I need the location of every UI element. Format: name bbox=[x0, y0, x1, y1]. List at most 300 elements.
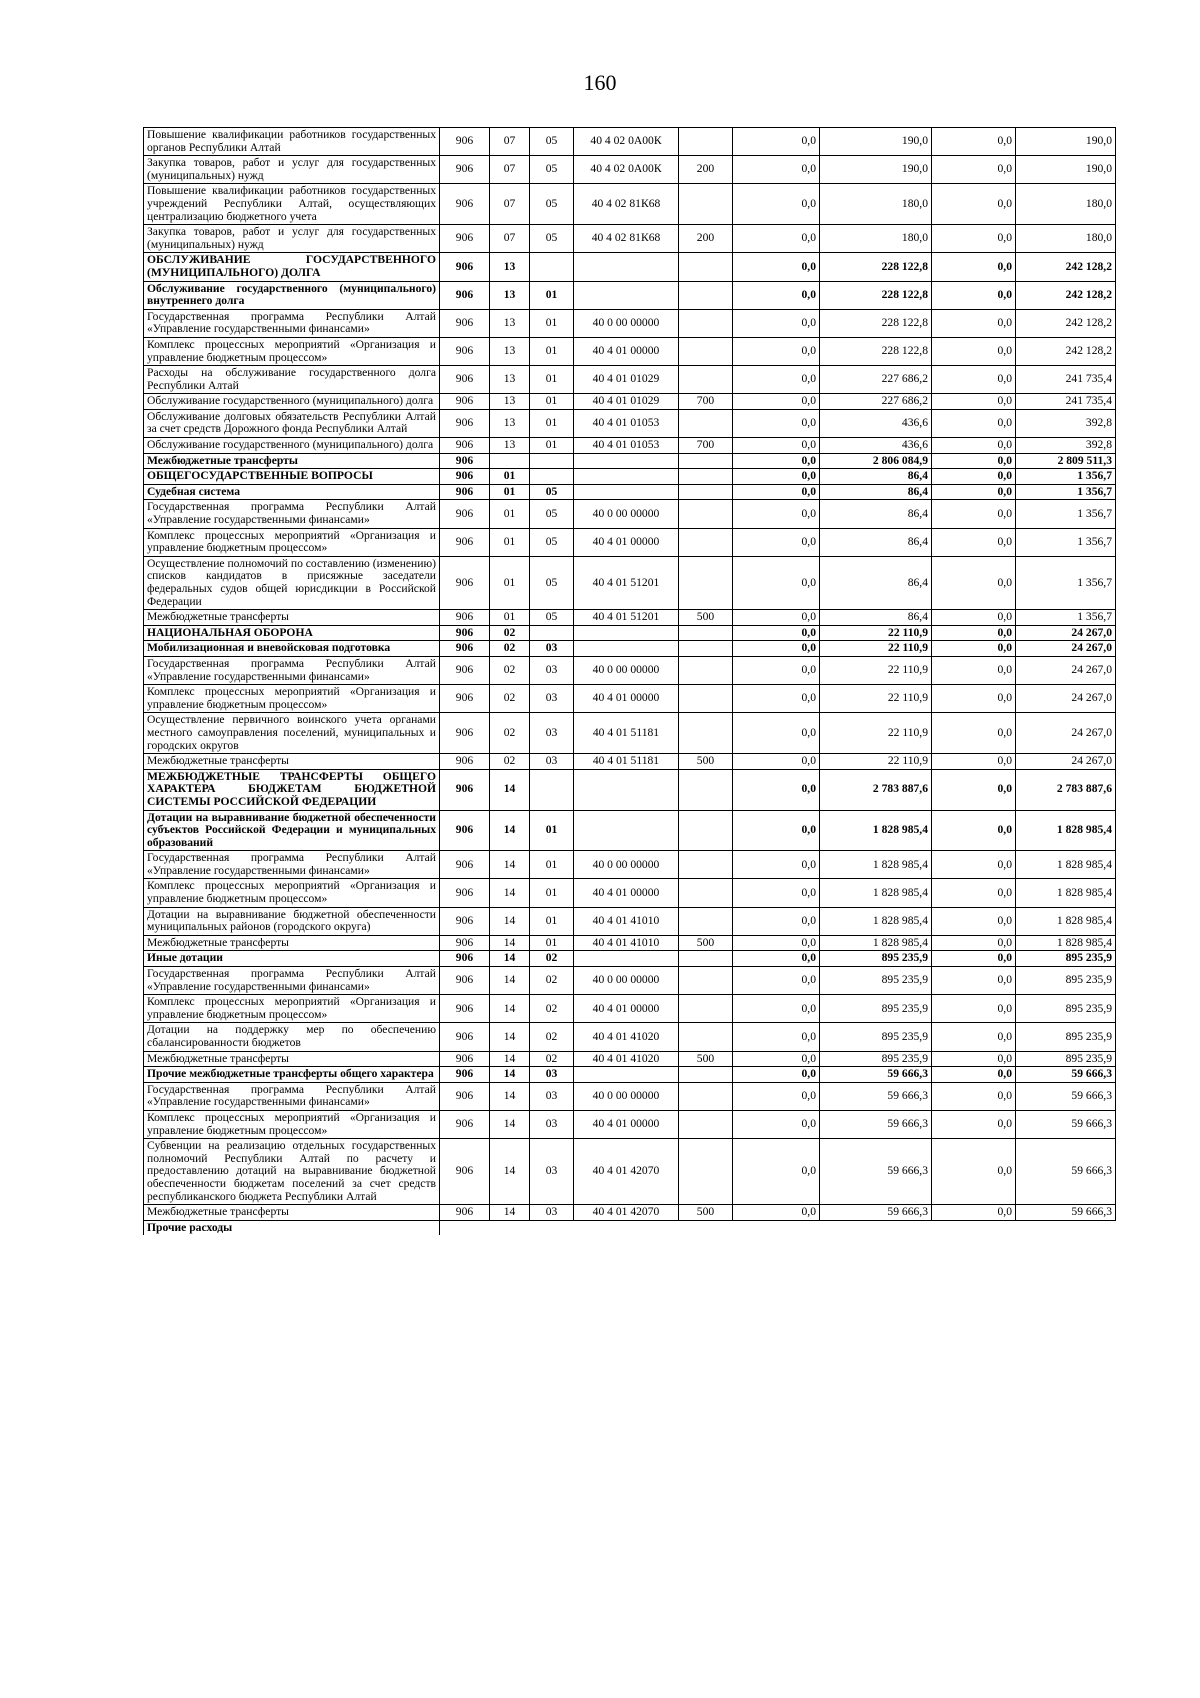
section-code: 01 bbox=[490, 528, 530, 556]
admin-code: 906 bbox=[440, 935, 490, 951]
value-2: 59 666,3 bbox=[820, 1205, 932, 1221]
value-3: 0,0 bbox=[932, 851, 1016, 879]
value-2: 895 235,9 bbox=[820, 995, 932, 1023]
section-code: 13 bbox=[490, 337, 530, 365]
expense-type-code bbox=[679, 907, 733, 935]
section-code: 01 bbox=[490, 469, 530, 485]
value-1: 0,0 bbox=[733, 156, 820, 184]
row-name: Иные дотации bbox=[144, 951, 440, 967]
row-name: МЕЖБЮДЖЕТНЫЕ ТРАНСФЕРТЫ ОБЩЕГО ХАРАКТЕРА БЮДЖЕТАМ БЮДЖЕТНОЙ СИСТЕМЫ РОССИЙСКОЙ ФЕДЕРАЦИИ bbox=[144, 769, 440, 810]
subsection-code bbox=[530, 625, 574, 641]
value-3: 0,0 bbox=[932, 1051, 1016, 1067]
admin-code: 906 bbox=[440, 309, 490, 337]
subsection-code: 01 bbox=[530, 879, 574, 907]
value-3: 0,0 bbox=[932, 128, 1016, 156]
subsection-code: 05 bbox=[530, 610, 574, 626]
value-1: 0,0 bbox=[733, 1082, 820, 1110]
value-1: 0,0 bbox=[733, 1139, 820, 1205]
target-article-code: 40 0 00 00000 bbox=[574, 967, 679, 995]
target-article-code bbox=[574, 469, 679, 485]
row-name: Государственная программа Республики Алтай «Управление государственными финансами» bbox=[144, 500, 440, 528]
admin-code: 906 bbox=[440, 610, 490, 626]
row-name: Межбюджетные трансферты bbox=[144, 453, 440, 469]
section-code: 07 bbox=[490, 225, 530, 253]
expense-type-code bbox=[679, 128, 733, 156]
value-2: 22 110,9 bbox=[820, 625, 932, 641]
value-3: 0,0 bbox=[932, 484, 1016, 500]
value-4: 392,8 bbox=[1016, 438, 1116, 454]
admin-code: 906 bbox=[440, 713, 490, 754]
value-1: 0,0 bbox=[733, 810, 820, 851]
table-row bbox=[144, 484, 1116, 500]
table-row bbox=[144, 469, 1116, 485]
value-2: 1 828 985,4 bbox=[820, 851, 932, 879]
value-3: 0,0 bbox=[932, 625, 1016, 641]
table-row bbox=[144, 438, 1116, 454]
subsection-code: 03 bbox=[530, 754, 574, 770]
table-row bbox=[144, 951, 1116, 967]
section-code: 13 bbox=[490, 309, 530, 337]
row-name: Осуществление первичного воинского учета органами местного самоуправления поселений, муниципальных и городских округов bbox=[144, 713, 440, 754]
subsection-code: 03 bbox=[530, 1082, 574, 1110]
target-article-code: 40 4 01 42070 bbox=[574, 1205, 679, 1221]
value-4: 1 356,7 bbox=[1016, 484, 1116, 500]
table-row bbox=[144, 394, 1116, 410]
target-article-code: 40 4 02 0А00К bbox=[574, 128, 679, 156]
target-article-code bbox=[574, 484, 679, 500]
value-4: 1 828 985,4 bbox=[1016, 907, 1116, 935]
value-4: 895 235,9 bbox=[1016, 995, 1116, 1023]
admin-code: 906 bbox=[440, 469, 490, 485]
row-name: Комплекс процессных мероприятий «Организация и управление бюджетным процессом» bbox=[144, 528, 440, 556]
table-row bbox=[144, 754, 1116, 770]
subsection-code: 03 bbox=[530, 641, 574, 657]
value-4: 59 666,3 bbox=[1016, 1067, 1116, 1083]
row-name: Межбюджетные трансферты bbox=[144, 1205, 440, 1221]
section-code: 13 bbox=[490, 409, 530, 437]
row-name: Комплекс процессных мероприятий «Организация и управление бюджетным процессом» bbox=[144, 995, 440, 1023]
admin-code: 906 bbox=[440, 1139, 490, 1205]
value-1: 0,0 bbox=[733, 128, 820, 156]
expense-type-code bbox=[679, 528, 733, 556]
admin-code: 906 bbox=[440, 337, 490, 365]
row-name: Комплекс процессных мероприятий «Организация и управление бюджетным процессом» bbox=[144, 879, 440, 907]
admin-code: 906 bbox=[440, 995, 490, 1023]
value-4: 180,0 bbox=[1016, 225, 1116, 253]
section-code: 02 bbox=[490, 685, 530, 713]
value-2: 22 110,9 bbox=[820, 713, 932, 754]
value-1: 0,0 bbox=[733, 1051, 820, 1067]
section-code: 14 bbox=[490, 907, 530, 935]
value-2: 86,4 bbox=[820, 469, 932, 485]
section-code: 14 bbox=[490, 1051, 530, 1067]
value-1: 0,0 bbox=[733, 337, 820, 365]
subsection-code: 03 bbox=[530, 1205, 574, 1221]
target-article-code: 40 0 00 00000 bbox=[574, 851, 679, 879]
row-name: Закупка товаров, работ и услуг для государственных (муниципальных) нужд bbox=[144, 156, 440, 184]
value-1: 0,0 bbox=[733, 769, 820, 810]
value-2: 1 828 985,4 bbox=[820, 879, 932, 907]
table-row bbox=[144, 935, 1116, 951]
expense-type-code bbox=[679, 469, 733, 485]
value-4: 1 356,7 bbox=[1016, 500, 1116, 528]
value-3: 0,0 bbox=[932, 967, 1016, 995]
admin-code: 906 bbox=[440, 625, 490, 641]
target-article-code: 40 4 01 51181 bbox=[574, 754, 679, 770]
value-1: 0,0 bbox=[733, 713, 820, 754]
table-row bbox=[144, 685, 1116, 713]
row-name: Дотации на выравнивание бюджетной обеспеченности муниципальных районов (городского округа) bbox=[144, 907, 440, 935]
table-row bbox=[144, 453, 1116, 469]
subsection-code bbox=[530, 253, 574, 281]
admin-code: 906 bbox=[440, 438, 490, 454]
expense-type-code bbox=[679, 366, 733, 394]
table-row bbox=[144, 184, 1116, 225]
value-3: 0,0 bbox=[932, 184, 1016, 225]
admin-code: 906 bbox=[440, 281, 490, 309]
table-row bbox=[144, 1067, 1116, 1083]
subsection-code: 03 bbox=[530, 1067, 574, 1083]
value-2: 227 686,2 bbox=[820, 366, 932, 394]
value-4: 190,0 bbox=[1016, 128, 1116, 156]
admin-code bbox=[440, 1220, 490, 1235]
admin-code: 906 bbox=[440, 394, 490, 410]
section-code: 14 bbox=[490, 967, 530, 995]
section-code: 13 bbox=[490, 394, 530, 410]
row-name: Дотации на выравнивание бюджетной обеспеченности субъектов Российской Федерации и муниципальных образований bbox=[144, 810, 440, 851]
table-row bbox=[144, 1205, 1116, 1221]
expense-type-code bbox=[679, 500, 733, 528]
value-2: 228 122,8 bbox=[820, 309, 932, 337]
value-2: 1 828 985,4 bbox=[820, 935, 932, 951]
target-article-code: 40 4 01 01053 bbox=[574, 409, 679, 437]
row-name: Закупка товаров, работ и услуг для государственных (муниципальных) нужд bbox=[144, 225, 440, 253]
value-4: 1 828 985,4 bbox=[1016, 879, 1116, 907]
value-4: 895 235,9 bbox=[1016, 951, 1116, 967]
value-1: 0,0 bbox=[733, 528, 820, 556]
table-row bbox=[144, 128, 1116, 156]
value-1: 0,0 bbox=[733, 641, 820, 657]
row-name: Государственная программа Республики Алтай «Управление государственными финансами» bbox=[144, 1082, 440, 1110]
row-name: Расходы на обслуживание государственного долга Республики Алтай bbox=[144, 366, 440, 394]
table-row bbox=[144, 1110, 1116, 1138]
admin-code: 906 bbox=[440, 879, 490, 907]
target-article-code: 40 4 01 00000 bbox=[574, 879, 679, 907]
value-1: 0,0 bbox=[733, 656, 820, 684]
table-row bbox=[144, 528, 1116, 556]
expense-type-code bbox=[679, 309, 733, 337]
value-1: 0,0 bbox=[733, 184, 820, 225]
value-4: 24 267,0 bbox=[1016, 713, 1116, 754]
value-3: 0,0 bbox=[932, 641, 1016, 657]
target-article-code bbox=[574, 769, 679, 810]
section-code: 14 bbox=[490, 851, 530, 879]
table-row bbox=[144, 851, 1116, 879]
value-1 bbox=[733, 1220, 820, 1235]
value-2: 86,4 bbox=[820, 528, 932, 556]
admin-code: 906 bbox=[440, 641, 490, 657]
value-4: 1 356,7 bbox=[1016, 610, 1116, 626]
target-article-code: 40 0 00 00000 bbox=[574, 309, 679, 337]
value-2: 59 666,3 bbox=[820, 1139, 932, 1205]
section-code: 14 bbox=[490, 935, 530, 951]
table-row bbox=[144, 1023, 1116, 1051]
value-1: 0,0 bbox=[733, 951, 820, 967]
row-name: Обслуживание государственного (муниципального) долга bbox=[144, 394, 440, 410]
expense-type-code: 500 bbox=[679, 754, 733, 770]
row-name: Межбюджетные трансферты bbox=[144, 935, 440, 951]
value-4: 2 783 887,6 bbox=[1016, 769, 1116, 810]
admin-code: 906 bbox=[440, 810, 490, 851]
value-4: 59 666,3 bbox=[1016, 1205, 1116, 1221]
admin-code: 906 bbox=[440, 1205, 490, 1221]
table-row bbox=[144, 625, 1116, 641]
subsection-code: 05 bbox=[530, 128, 574, 156]
value-4: 242 128,2 bbox=[1016, 309, 1116, 337]
subsection-code: 01 bbox=[530, 935, 574, 951]
subsection-code: 01 bbox=[530, 337, 574, 365]
section-code: 14 bbox=[490, 769, 530, 810]
value-3: 0,0 bbox=[932, 409, 1016, 437]
expense-type-code bbox=[679, 1220, 733, 1235]
value-4: 895 235,9 bbox=[1016, 1023, 1116, 1051]
value-4: 895 235,9 bbox=[1016, 967, 1116, 995]
table-row bbox=[144, 907, 1116, 935]
admin-code: 906 bbox=[440, 156, 490, 184]
row-name: НАЦИОНАЛЬНАЯ ОБОРОНА bbox=[144, 625, 440, 641]
value-4: 180,0 bbox=[1016, 184, 1116, 225]
value-1: 0,0 bbox=[733, 253, 820, 281]
target-article-code: 40 4 01 51201 bbox=[574, 556, 679, 609]
expense-type-code bbox=[679, 851, 733, 879]
value-3: 0,0 bbox=[932, 438, 1016, 454]
subsection-code: 01 bbox=[530, 851, 574, 879]
target-article-code: 40 4 01 42070 bbox=[574, 1139, 679, 1205]
expense-type-code: 500 bbox=[679, 1051, 733, 1067]
value-3: 0,0 bbox=[932, 1205, 1016, 1221]
expense-type-code: 200 bbox=[679, 225, 733, 253]
admin-code: 906 bbox=[440, 1051, 490, 1067]
value-2: 228 122,8 bbox=[820, 253, 932, 281]
target-article-code: 40 4 01 00000 bbox=[574, 1110, 679, 1138]
admin-code: 906 bbox=[440, 1082, 490, 1110]
target-article-code bbox=[574, 951, 679, 967]
row-name: Государственная программа Республики Алтай «Управление государственными финансами» bbox=[144, 967, 440, 995]
expense-type-code bbox=[679, 184, 733, 225]
expense-type-code bbox=[679, 281, 733, 309]
row-name: ОБСЛУЖИВАНИЕ ГОСУДАРСТВЕННОГО (МУНИЦИПАЛЬНОГО) ДОЛГА bbox=[144, 253, 440, 281]
value-4: 59 666,3 bbox=[1016, 1139, 1116, 1205]
table-row bbox=[144, 156, 1116, 184]
value-4: 241 735,4 bbox=[1016, 394, 1116, 410]
value-3: 0,0 bbox=[932, 225, 1016, 253]
value-3: 0,0 bbox=[932, 1082, 1016, 1110]
subsection-code: 05 bbox=[530, 528, 574, 556]
admin-code: 906 bbox=[440, 128, 490, 156]
value-3: 0,0 bbox=[932, 995, 1016, 1023]
value-3: 0,0 bbox=[932, 879, 1016, 907]
row-name: ОБЩЕГОСУДАРСТВЕННЫЕ ВОПРОСЫ bbox=[144, 469, 440, 485]
value-4: 24 267,0 bbox=[1016, 685, 1116, 713]
admin-code: 906 bbox=[440, 1023, 490, 1051]
value-3 bbox=[932, 1220, 1016, 1235]
expense-type-code: 700 bbox=[679, 438, 733, 454]
value-3: 0,0 bbox=[932, 1110, 1016, 1138]
target-article-code bbox=[574, 641, 679, 657]
target-article-code bbox=[574, 810, 679, 851]
subsection-code: 02 bbox=[530, 967, 574, 995]
value-3: 0,0 bbox=[932, 469, 1016, 485]
value-3: 0,0 bbox=[932, 810, 1016, 851]
row-name: Государственная программа Республики Алтай «Управление государственными финансами» bbox=[144, 851, 440, 879]
table-row bbox=[144, 1051, 1116, 1067]
row-name: Прочие межбюджетные трансферты общего характера bbox=[144, 1067, 440, 1083]
value-4: 1 356,7 bbox=[1016, 528, 1116, 556]
subsection-code: 01 bbox=[530, 366, 574, 394]
target-article-code: 40 4 02 0А00К bbox=[574, 156, 679, 184]
subsection-code: 02 bbox=[530, 1051, 574, 1067]
section-code: 07 bbox=[490, 128, 530, 156]
value-1: 0,0 bbox=[733, 281, 820, 309]
value-2: 895 235,9 bbox=[820, 1051, 932, 1067]
admin-code: 906 bbox=[440, 409, 490, 437]
table-row bbox=[144, 253, 1116, 281]
target-article-code: 40 4 01 51201 bbox=[574, 610, 679, 626]
subsection-code bbox=[530, 1220, 574, 1235]
value-1: 0,0 bbox=[733, 394, 820, 410]
subsection-code: 01 bbox=[530, 907, 574, 935]
target-article-code: 40 4 01 41020 bbox=[574, 1023, 679, 1051]
admin-code: 906 bbox=[440, 500, 490, 528]
value-1: 0,0 bbox=[733, 225, 820, 253]
expense-type-code: 200 bbox=[679, 156, 733, 184]
subsection-code: 01 bbox=[530, 810, 574, 851]
value-4: 1 828 985,4 bbox=[1016, 851, 1116, 879]
table-row bbox=[144, 366, 1116, 394]
value-2: 86,4 bbox=[820, 610, 932, 626]
section-code: 13 bbox=[490, 366, 530, 394]
value-4: 392,8 bbox=[1016, 409, 1116, 437]
subsection-code: 03 bbox=[530, 713, 574, 754]
admin-code: 906 bbox=[440, 754, 490, 770]
expense-type-code: 500 bbox=[679, 610, 733, 626]
target-article-code: 40 4 01 00000 bbox=[574, 685, 679, 713]
value-3: 0,0 bbox=[932, 951, 1016, 967]
expense-type-code bbox=[679, 879, 733, 907]
value-1: 0,0 bbox=[733, 851, 820, 879]
section-code: 07 bbox=[490, 184, 530, 225]
value-2: 180,0 bbox=[820, 225, 932, 253]
value-3: 0,0 bbox=[932, 610, 1016, 626]
target-article-code: 40 4 02 81К68 bbox=[574, 225, 679, 253]
row-name: Комплекс процессных мероприятий «Организация и управление бюджетным процессом» bbox=[144, 337, 440, 365]
section-code: 14 bbox=[490, 995, 530, 1023]
target-article-code: 40 4 01 01029 bbox=[574, 366, 679, 394]
expense-type-code bbox=[679, 769, 733, 810]
expense-type-code bbox=[679, 685, 733, 713]
admin-code: 906 bbox=[440, 184, 490, 225]
row-name: Обслуживание государственного (муниципального) внутреннего долга bbox=[144, 281, 440, 309]
table-row bbox=[144, 995, 1116, 1023]
admin-code: 906 bbox=[440, 253, 490, 281]
section-code: 02 bbox=[490, 625, 530, 641]
expense-type-code: 700 bbox=[679, 394, 733, 410]
section-code: 02 bbox=[490, 713, 530, 754]
value-1: 0,0 bbox=[733, 685, 820, 713]
table-row bbox=[144, 713, 1116, 754]
subsection-code: 02 bbox=[530, 1023, 574, 1051]
target-article-code bbox=[574, 1067, 679, 1083]
value-3: 0,0 bbox=[932, 156, 1016, 184]
row-name: Комплекс процессных мероприятий «Организация и управление бюджетным процессом» bbox=[144, 685, 440, 713]
value-1: 0,0 bbox=[733, 967, 820, 995]
value-2: 436,6 bbox=[820, 438, 932, 454]
admin-code: 906 bbox=[440, 484, 490, 500]
subsection-code: 05 bbox=[530, 556, 574, 609]
table-row bbox=[144, 879, 1116, 907]
value-1: 0,0 bbox=[733, 500, 820, 528]
table-row bbox=[144, 337, 1116, 365]
expense-type-code bbox=[679, 1023, 733, 1051]
subsection-code: 03 bbox=[530, 685, 574, 713]
value-2: 2 806 084,9 bbox=[820, 453, 932, 469]
expense-type-code bbox=[679, 1067, 733, 1083]
budget-table bbox=[143, 127, 1116, 1235]
value-3: 0,0 bbox=[932, 394, 1016, 410]
admin-code: 906 bbox=[440, 851, 490, 879]
value-4: 1 828 985,4 bbox=[1016, 935, 1116, 951]
admin-code: 906 bbox=[440, 769, 490, 810]
value-4: 1 356,7 bbox=[1016, 556, 1116, 609]
subsection-code: 02 bbox=[530, 951, 574, 967]
value-4 bbox=[1016, 1220, 1116, 1235]
table-row bbox=[144, 656, 1116, 684]
expense-type-code bbox=[679, 656, 733, 684]
section-code: 01 bbox=[490, 500, 530, 528]
admin-code: 906 bbox=[440, 967, 490, 995]
value-2: 59 666,3 bbox=[820, 1067, 932, 1083]
value-3: 0,0 bbox=[932, 1139, 1016, 1205]
admin-code: 906 bbox=[440, 1110, 490, 1138]
value-1: 0,0 bbox=[733, 754, 820, 770]
value-3: 0,0 bbox=[932, 281, 1016, 309]
expense-type-code bbox=[679, 556, 733, 609]
section-code: 13 bbox=[490, 253, 530, 281]
table-row bbox=[144, 225, 1116, 253]
section-code: 14 bbox=[490, 1023, 530, 1051]
value-2: 180,0 bbox=[820, 184, 932, 225]
value-4: 24 267,0 bbox=[1016, 656, 1116, 684]
value-1: 0,0 bbox=[733, 366, 820, 394]
value-1: 0,0 bbox=[733, 1205, 820, 1221]
table-body bbox=[144, 128, 1116, 1236]
target-article-code: 40 4 01 00000 bbox=[574, 995, 679, 1023]
row-name: Прочие расходы bbox=[144, 1220, 440, 1235]
target-article-code: 40 4 01 01029 bbox=[574, 394, 679, 410]
value-4: 24 267,0 bbox=[1016, 754, 1116, 770]
value-1: 0,0 bbox=[733, 469, 820, 485]
value-2: 22 110,9 bbox=[820, 685, 932, 713]
subsection-code: 05 bbox=[530, 225, 574, 253]
target-article-code bbox=[574, 1220, 679, 1235]
value-1: 0,0 bbox=[733, 1067, 820, 1083]
row-name: Государственная программа Республики Алтай «Управление государственными финансами» bbox=[144, 309, 440, 337]
table-row bbox=[144, 281, 1116, 309]
value-2: 228 122,8 bbox=[820, 281, 932, 309]
value-2: 1 828 985,4 bbox=[820, 907, 932, 935]
admin-code: 906 bbox=[440, 685, 490, 713]
subsection-code: 05 bbox=[530, 156, 574, 184]
